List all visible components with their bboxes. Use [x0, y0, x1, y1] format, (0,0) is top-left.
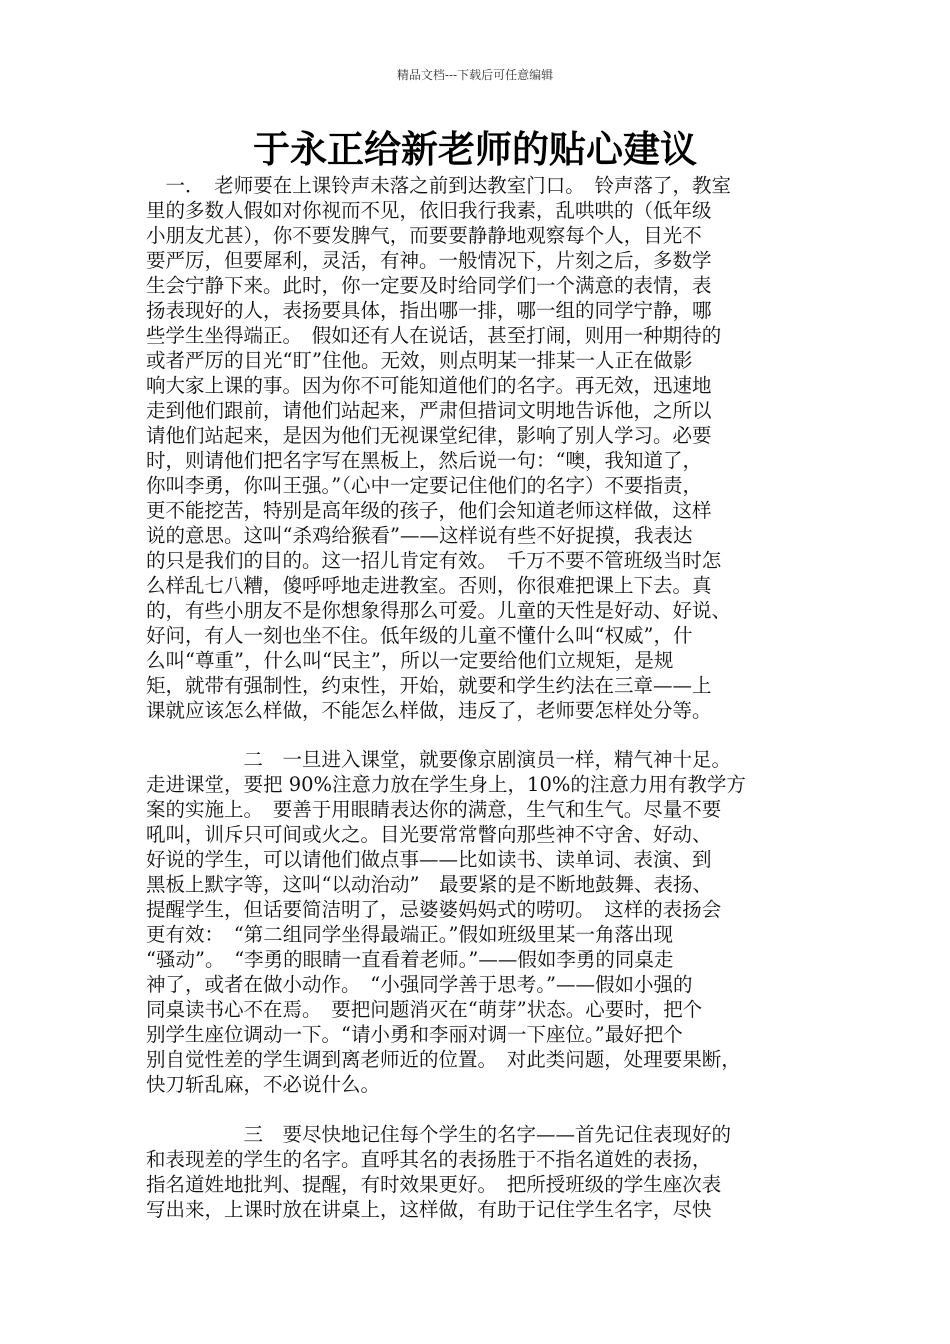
text-line: 小朋友尤甚），你不要发脾气，而要要静静地观察每个人，目光不	[146, 224, 702, 247]
text-line: 写出来，上课时放在讲桌上，这样做，有助于记住学生名字，尽快	[146, 1198, 712, 1221]
text-line: 时，则请他们把名字写在黑板上，然后说一句：“噢，我知道了，	[146, 449, 702, 472]
document-title: 于永正给新老师的贴心建议	[253, 128, 697, 171]
text-line: 别学生座位调动一下。“请小勇和李丽对调一下座位。”最好把个	[146, 1023, 683, 1046]
text-line: 吼叫，训斥只可间或火之。目光要常常瞥向那些神不守舍、好动、	[146, 823, 712, 846]
text-line: 更不能挖苦，特别是高年级的孩子，他们会知道老师这样做，这样	[146, 499, 712, 522]
page-header: 精品文档---下载后可任意编辑	[396, 68, 554, 82]
text-line: 案的实施上。 要善于用眼睛表达你的满意，生气和生气。尽量不要	[146, 798, 722, 821]
text-line: 你叫李勇，你叫王强。”（心中一定要记住他们的名字）不要指责，	[146, 474, 702, 497]
text-line: 好问，有人一刻也坐不住。低年级的儿童不懂什么叫“权威”，什	[146, 624, 693, 647]
text-line: “骚动”。 “李勇的眼睛一直看着老师。”——假如李勇的同桌走	[146, 948, 674, 971]
text-line: 么叫“尊重”，什么叫“民主”，所以一定要给他们立规矩，是规	[146, 649, 674, 672]
text-line: 生会宁静下来。此时，你一定要及时给同学们一个满意的表情，表	[146, 274, 712, 297]
text-line: 二 一旦进入课堂，就要像京剧演员一样，精气神十足。	[146, 748, 732, 771]
text-line: 更有效： “第二组同学坐得最端正。”假如班级里某一角落出现	[146, 923, 673, 946]
text-line: 走到他们跟前，请他们站起来，严肃但措词文明地告诉他，之所以	[146, 399, 712, 422]
text-line: 三 要尽快地记住每个学生的名字——首先记住表现好的	[146, 1123, 732, 1146]
text-line: 请他们站起来，是因为他们无视课堂纪律，影响了别人学习。必要	[146, 424, 712, 447]
text-line: 好说的学生，可以请他们做点事——比如读书、读单词、表演、到	[146, 848, 712, 871]
text-line: 一． 老师要在上课铃声未落之前到达教室门口。 铃声落了，教室	[146, 174, 732, 197]
text-line: 响大家上课的事。因为你不可能知道他们的名字。再无效，迅速地	[146, 374, 712, 397]
text-line: 神了，或者在做小动作。 “小强同学善于思考。”——假如小强的	[146, 973, 693, 996]
text-line: 要严厉，但要犀利，灵活，有神。一般情况下，片刻之后，多数学	[146, 249, 712, 272]
text-line: 和表现差的学生的名字。直呼其名的表扬胜于不指名道姓的表扬，	[146, 1148, 712, 1171]
text-line: 矩，就带有强制性，约束性，开始，就要和学生约法在三章——上	[146, 674, 712, 697]
text-line: 别自觉性差的学生调到离老师近的位置。 对此类问题，处理要果断，	[146, 1048, 741, 1071]
text-line: 说的意思。这叫“杀鸡给猴看”——这样说有些不好捉摸，我表达	[146, 524, 693, 547]
text-line: 些学生坐得端正。 假如还有人在说话，甚至打闹，则用一种期待的	[146, 324, 722, 347]
text-line: 同桌读书心不在焉。 要把问题消灭在“萌芽”状态。心要时，把个	[146, 998, 703, 1021]
text-line: 走进课堂，要把 90%注意力放在学生身上，10%的注意力用有教学方	[146, 773, 746, 796]
text-line: 扬表现好的人，表扬要具体，指出哪一排，哪一组的同学宁静，哪	[146, 299, 712, 322]
text-line: 里的多数人假如对你视而不见，依旧我行我素，乱哄哄的（低年级	[146, 199, 712, 222]
text-line: 快刀斩乱麻，不必说什么。	[146, 1073, 381, 1096]
text-line: 课就应该怎么样做，不能怎么样做，违反了，老师要怎样处分等。	[146, 699, 712, 722]
text-line: 黑板上默字等，这叫“以动治动” 最要紧的是不断地鼓舞、表扬、	[146, 873, 712, 896]
text-line: 的，有些小朋友不是你想象得那么可爱。儿童的天性是好动、好说、	[146, 599, 732, 622]
text-line: 提醒学生，但话要简洁明了，忌婆婆妈妈式的唠叨。 这样的表扬会	[146, 898, 722, 921]
text-line: 指名道姓地批判、提醒，有时效果更好。 把所授班级的学生座次表	[146, 1173, 722, 1196]
text-line: 么样乱七八糟，傻呼呼地走进教室。否则，你很难把课上下去。真	[146, 574, 712, 597]
text-line: 或者严厉的目光“盯”住他。无效，则点明某一排某一人正在做影	[146, 349, 693, 372]
text-line: 的只是我们的目的。这一招儿肯定有效。 千万不要不管班级当时怎	[146, 549, 722, 572]
